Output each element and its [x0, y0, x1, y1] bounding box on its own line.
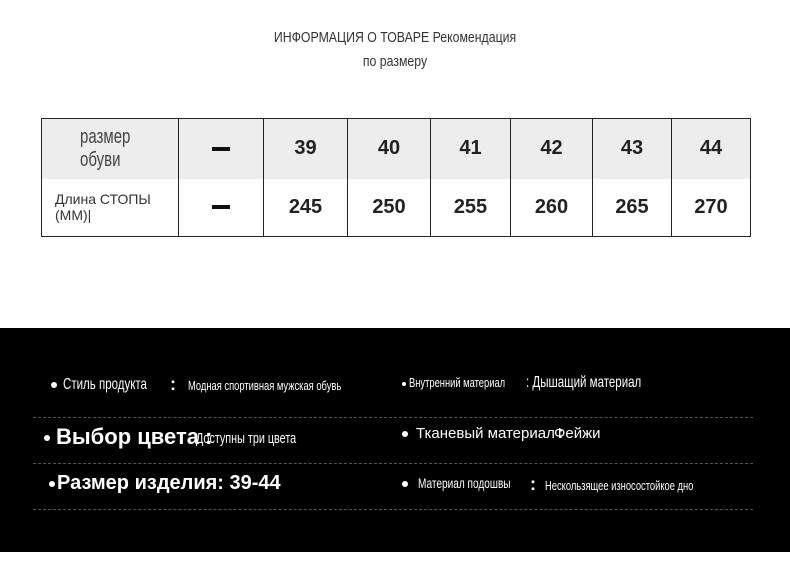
bullet-icon: [44, 435, 50, 441]
size-cell: 43: [593, 119, 672, 179]
size-cell: 42: [511, 119, 593, 179]
product-details-panel: [0, 328, 790, 552]
length-cell: 250: [348, 179, 431, 237]
divider: [33, 509, 753, 510]
size-range-label: Размер изделия: 39-44: [49, 472, 281, 495]
sole-material-label: Материал подошвы: [402, 475, 547, 491]
length-cell: 270: [672, 179, 751, 237]
style-colon: :: [170, 374, 176, 394]
product-info-title: [0, 26, 790, 74]
length-cell: 265: [593, 179, 672, 237]
bullet-icon: [402, 382, 406, 386]
length-cell: 255: [431, 179, 511, 237]
sole-colon: :: [530, 474, 536, 494]
shoe-size-label: размер обуви: [42, 119, 179, 179]
title-line-1: ИНФОРМАЦИЯ О ТОВАРЕ Рекомендация: [273, 29, 517, 46]
bullet-icon: [402, 481, 408, 487]
table-row-lengths: [42, 179, 751, 237]
size-cell: 40: [348, 119, 431, 179]
divider: [33, 463, 753, 464]
fabric-material-value: Фейжи: [554, 425, 601, 442]
color-label: Выбор цвета :: [44, 424, 212, 450]
size-cell: 39: [264, 119, 348, 179]
color-value: Доступны три цвета: [196, 430, 297, 447]
style-value: Модная спортивная мужская обувь: [188, 378, 342, 393]
fabric-material-label: Тканевый материал :: [402, 425, 563, 442]
divider: [33, 417, 753, 418]
size-cell: 44: [672, 119, 751, 179]
size-table: [41, 118, 751, 237]
size-cell: 41: [431, 119, 511, 179]
sole-material-value: Нескользящее износостойкое дно: [545, 478, 694, 493]
title-line-2: по размеру: [362, 53, 428, 70]
foot-length-label: Длина СТОПЫ (ММ)|: [42, 179, 179, 237]
dash-cell: [179, 179, 264, 237]
bullet-icon: [49, 481, 55, 487]
dash-icon: [212, 205, 230, 209]
dash-cell: [179, 119, 264, 179]
length-cell: 260: [511, 179, 593, 237]
length-cell: 245: [264, 179, 348, 237]
bullet-icon: [51, 382, 57, 388]
table-row-sizes: [42, 119, 751, 179]
inner-material-value: : Дышащий материал: [526, 374, 642, 391]
dash-icon: [212, 147, 230, 151]
inner-material-label: Внутренний материал: [402, 375, 543, 390]
bullet-icon: [402, 431, 408, 437]
style-label: Стиль продукта: [51, 376, 180, 394]
